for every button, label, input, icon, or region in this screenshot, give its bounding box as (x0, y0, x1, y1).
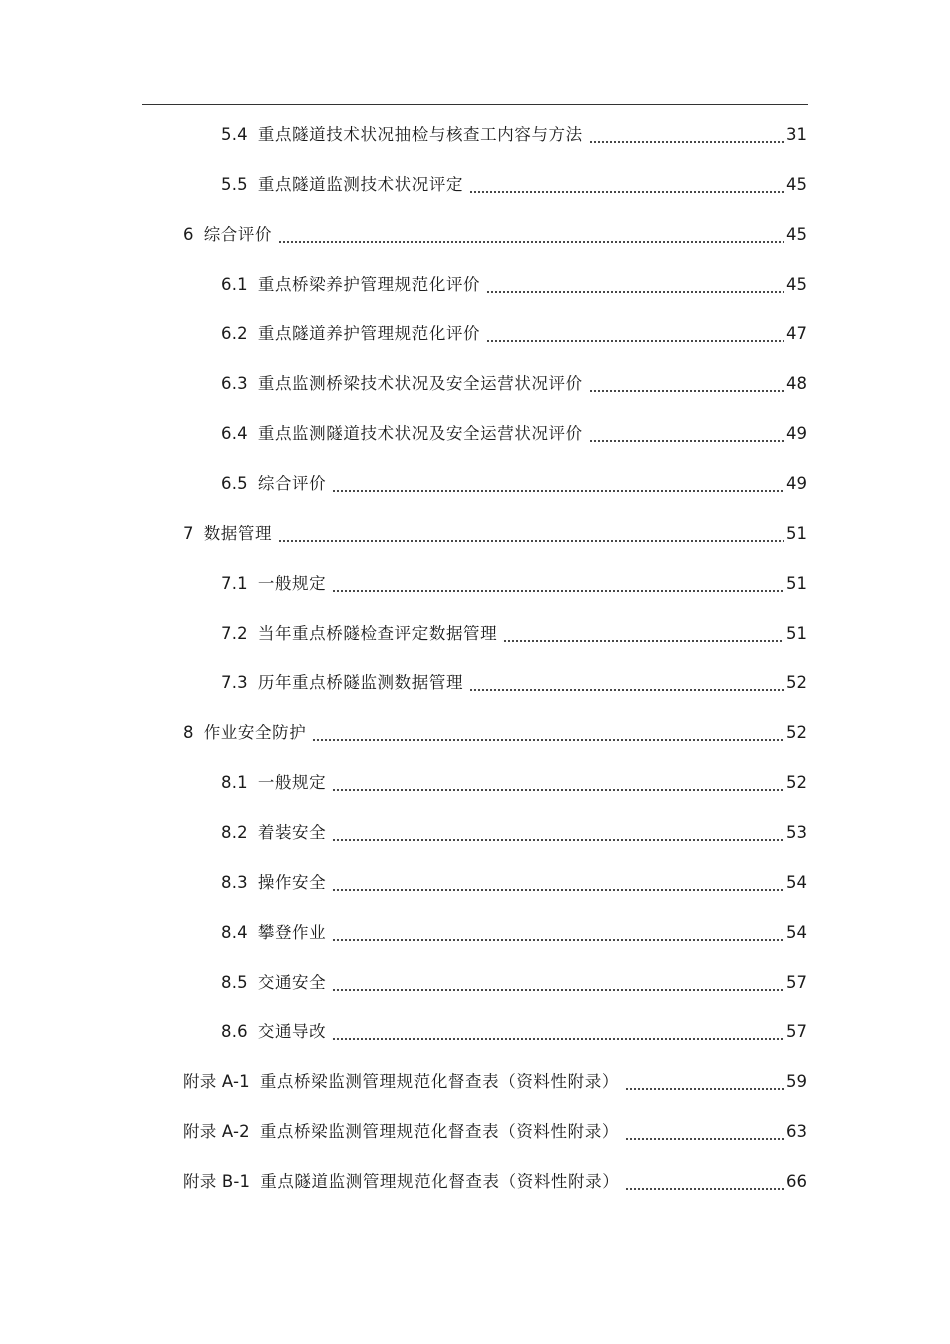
toc-entry-number: 8.2 (221, 823, 248, 842)
toc-entry-number: 7.1 (221, 574, 248, 593)
toc-entry[interactable] (221, 172, 807, 198)
toc-entry-number: 附录 B-1 (183, 1172, 251, 1191)
toc-entry-page-number: 57 (786, 1022, 807, 1041)
toc-entry-page-number: 63 (786, 1122, 807, 1141)
toc-entry-page-number: 52 (786, 723, 807, 742)
toc-entry-title: 重点隧道监测技术状况评定 (257, 175, 464, 194)
toc-entry-title: 攀登作业 (257, 923, 327, 942)
toc-entry-number: 6.5 (221, 474, 248, 493)
toc-entry-title: 重点桥梁监测管理规范化督查表（资料性附录） (259, 1122, 619, 1141)
toc-entry-number: 5.5 (221, 175, 248, 194)
toc-entry-number: 8 (183, 723, 194, 742)
toc-entry-page-number: 31 (786, 125, 807, 144)
toc-entry-number: 6.1 (221, 275, 248, 294)
toc-entry[interactable] (221, 122, 807, 148)
toc-entry-title: 综合评价 (257, 474, 327, 493)
toc-dot-leader (469, 687, 784, 693)
toc-entry-number: 8.1 (221, 773, 248, 792)
toc-entry-title: 重点隧道养护管理规范化评价 (257, 324, 481, 343)
toc-dot-leader (332, 1036, 784, 1042)
toc-entry-title: 重点桥梁养护管理规范化评价 (257, 275, 481, 294)
toc-entry-number: 6.3 (221, 374, 248, 393)
toc-dot-leader (589, 139, 784, 145)
toc-entry-number: 7.2 (221, 624, 248, 643)
toc-entry-title: 当年重点桥隧检查评定数据管理 (257, 624, 498, 643)
toc-entry-page-number: 53 (786, 823, 807, 842)
toc-entry-title: 一般规定 (257, 773, 327, 792)
toc-dot-leader (332, 837, 784, 843)
toc-entry[interactable] (221, 920, 807, 946)
toc-entry[interactable] (183, 1069, 807, 1095)
toc-dot-leader (469, 189, 784, 195)
toc-entry-title: 交通安全 (257, 973, 327, 992)
toc-entry-number: 7 (183, 524, 194, 543)
toc-entry[interactable] (221, 471, 807, 497)
toc-dot-leader (332, 987, 784, 993)
toc-entry[interactable] (221, 970, 807, 996)
toc-dot-leader (278, 538, 784, 544)
toc-entry[interactable] (221, 820, 807, 846)
toc-dot-leader (332, 937, 784, 943)
toc-entry[interactable] (221, 670, 807, 696)
toc-entry-page-number: 51 (786, 624, 807, 643)
toc-entry-title: 重点监测桥梁技术状况及安全运营状况评价 (257, 374, 583, 393)
toc-entry-page-number: 66 (786, 1172, 807, 1191)
toc-entry-page-number: 52 (786, 773, 807, 792)
toc-entry-title: 重点桥梁监测管理规范化督查表（资料性附录） (259, 1072, 619, 1091)
toc-dot-leader (278, 239, 784, 245)
toc-entry[interactable] (221, 870, 807, 896)
toc-entry[interactable] (221, 421, 807, 447)
toc-dot-leader (486, 338, 784, 344)
toc-entry-page-number: 51 (786, 524, 807, 543)
toc-dot-leader (589, 388, 784, 394)
toc-entry[interactable] (221, 770, 807, 796)
toc-entry-title: 重点监测隧道技术状况及安全运营状况评价 (257, 424, 583, 443)
toc-entry-page-number: 57 (786, 973, 807, 992)
toc-entry-number: 附录 A-1 (183, 1072, 250, 1091)
toc-entry-number: 5.4 (221, 125, 248, 144)
toc-entry-page-number: 49 (786, 474, 807, 493)
toc-entry-title: 作业安全防护 (203, 723, 307, 742)
toc-entry[interactable] (221, 321, 807, 347)
toc-entry-title: 一般规定 (257, 574, 327, 593)
toc-dot-leader (332, 787, 784, 793)
toc-entry-title: 数据管理 (203, 524, 273, 543)
toc-entry[interactable] (221, 371, 807, 397)
toc-dot-leader (503, 638, 784, 644)
toc-dot-leader (486, 289, 784, 295)
toc-entry-page-number: 59 (786, 1072, 807, 1091)
header-rule (142, 104, 808, 105)
toc-entry-title: 重点隧道监测管理规范化督查表（资料性附录） (260, 1172, 620, 1191)
toc-dot-leader (332, 588, 784, 594)
toc-dot-leader (332, 488, 784, 494)
toc-entry-title: 综合评价 (203, 225, 273, 244)
toc-entry-title: 交通导改 (257, 1022, 327, 1041)
toc-entry[interactable] (221, 621, 807, 647)
toc-entry-title: 重点隧道技术状况抽检与核查工内容与方法 (257, 125, 583, 144)
toc-entry[interactable] (183, 521, 807, 547)
toc-entry-page-number: 45 (786, 275, 807, 294)
toc-entry[interactable] (221, 272, 807, 298)
toc-entry[interactable] (183, 222, 807, 248)
toc-dot-leader (312, 737, 784, 743)
toc-entry-number: 附录 A-2 (183, 1122, 250, 1141)
toc-entry-page-number: 45 (786, 225, 807, 244)
toc-entry-title: 操作安全 (257, 873, 327, 892)
toc-entry[interactable] (183, 1119, 807, 1145)
toc-entry-title: 着装安全 (257, 823, 327, 842)
toc-entry-page-number: 45 (786, 175, 807, 194)
toc-entry-number: 6 (183, 225, 194, 244)
toc-entry-title: 历年重点桥隧监测数据管理 (257, 673, 464, 692)
toc-dot-leader (625, 1086, 784, 1092)
toc-entry[interactable] (221, 1019, 807, 1045)
toc-dot-leader (625, 1136, 784, 1142)
toc-entry-number: 6.2 (221, 324, 248, 343)
toc-dot-leader (332, 887, 784, 893)
toc-entry-page-number: 47 (786, 324, 807, 343)
toc-entry-number: 7.3 (221, 673, 248, 692)
toc-dot-leader (589, 438, 784, 444)
toc-entry-page-number: 54 (786, 873, 807, 892)
toc-entry-page-number: 48 (786, 374, 807, 393)
toc-entry-number: 8.4 (221, 923, 248, 942)
toc-entry[interactable] (221, 571, 807, 597)
toc-entry-page-number: 52 (786, 673, 807, 692)
toc-entry-page-number: 49 (786, 424, 807, 443)
toc-entry-number: 8.3 (221, 873, 248, 892)
toc-entry-number: 6.4 (221, 424, 248, 443)
toc-entry-number: 8.6 (221, 1022, 248, 1041)
toc-entry[interactable] (183, 720, 807, 746)
toc-entry-page-number: 54 (786, 923, 807, 942)
toc-entry-page-number: 51 (786, 574, 807, 593)
toc-dot-leader (625, 1186, 784, 1192)
toc-entry-number: 8.5 (221, 973, 248, 992)
toc-entry[interactable] (183, 1169, 807, 1195)
